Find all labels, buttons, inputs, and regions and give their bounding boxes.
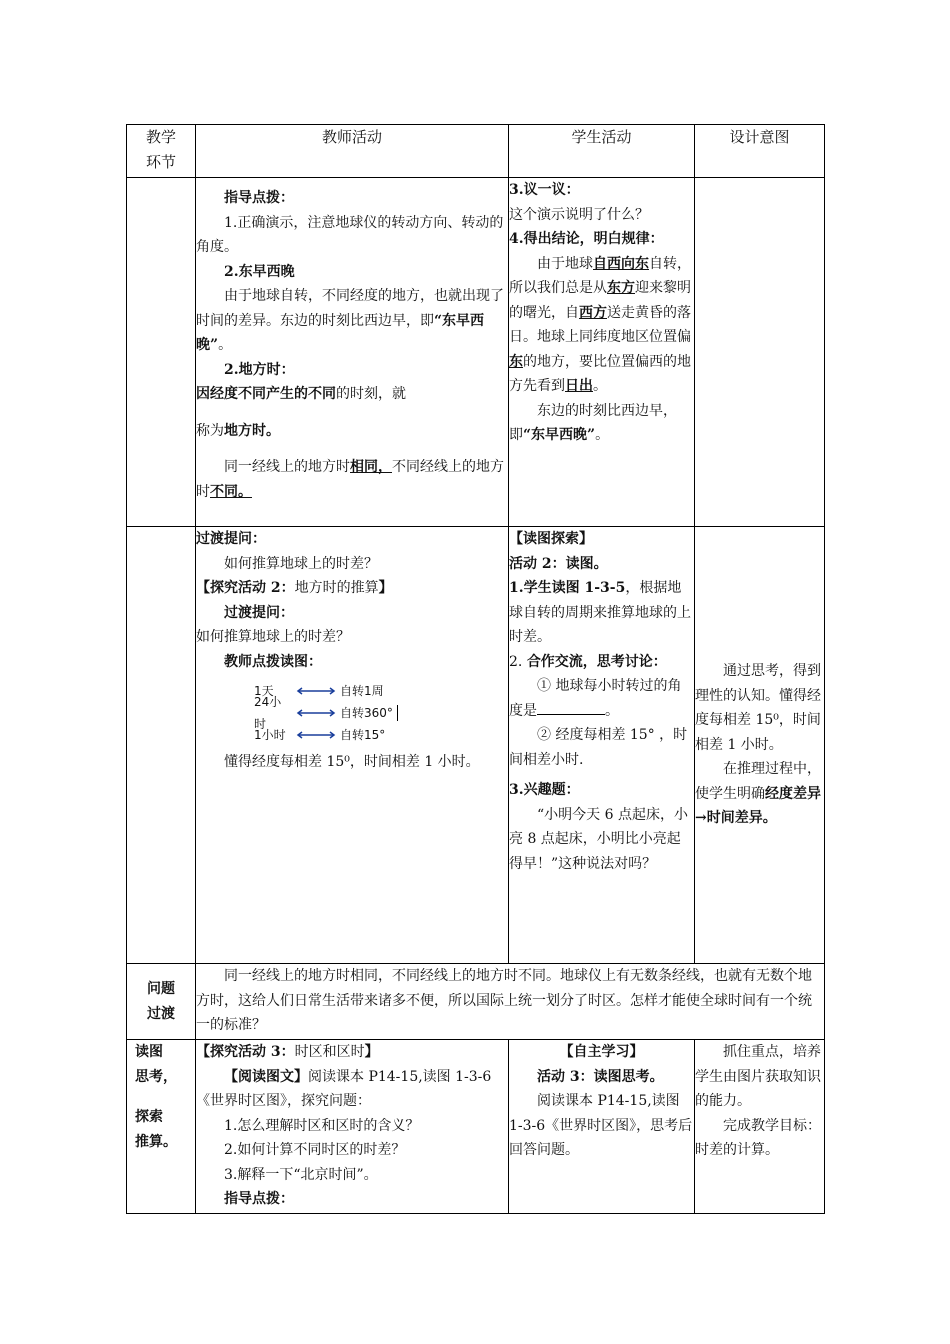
- transition-question: 如何推算地球上的时差？: [224, 555, 378, 572]
- conclusion-title: 4.得出结论，明白规律：: [509, 231, 664, 247]
- discuss-question: 这个演示说明了什么？: [509, 206, 649, 223]
- transition-question-2: 如何推算地球上的时差？: [196, 629, 350, 645]
- row1-design-cell: [695, 178, 825, 527]
- double-arrow-icon: [296, 686, 336, 696]
- local-time-def-2: 称为地方时。: [196, 422, 280, 439]
- interest-title: 3.兴趣题：: [509, 782, 580, 798]
- conclusion-text: 懂得经度每相差 15⁰，时间相差 1 小时。: [224, 754, 480, 770]
- activity-2-title: 【探究活动 2：地方时的推算】: [196, 580, 393, 596]
- guide-title: 指导点拨：: [224, 190, 294, 206]
- discuss-title: 3.议一议：: [509, 182, 580, 198]
- answer-blank[interactable]: [537, 700, 605, 715]
- row4-design-cell: [695, 1040, 825, 1214]
- header-student-activity: 学生活动: [509, 125, 695, 178]
- student-step-1: 1.学生读图 1-3-5，根据地球自转的周期来推算地球的上时差。: [509, 580, 691, 645]
- self-study-text: 阅读课本 P14-15,读图 1-3-6《世界时区图》，思考后回答问题。: [509, 1093, 693, 1158]
- header-row: [127, 125, 825, 178]
- diagram-row-24h: [254, 695, 508, 731]
- question-2: ② 经度每相差 15° ，时间相差小时.: [509, 727, 688, 768]
- local-time-title: 2.地方时：: [224, 361, 295, 378]
- diagram-left: 1小时: [254, 728, 286, 742]
- diagram-row-1h: [254, 724, 508, 746]
- row-local-time-calc: [127, 527, 825, 964]
- student-step-2: 2. 合作交流，思考讨论：: [509, 653, 667, 670]
- transition-title: 过渡提问：: [196, 531, 266, 547]
- row3-stage-label: 问题 过渡: [127, 964, 196, 1040]
- stage-label-1: 读图 思考，: [135, 1044, 177, 1085]
- design-text-2: 完成教学目标：时差的计算。: [695, 1117, 821, 1158]
- east-early-student: 东边的时刻比西边早，即“东早西晚”。: [509, 402, 677, 443]
- row1-student-cell: [509, 178, 695, 527]
- lesson-plan-table: [126, 124, 825, 1214]
- double-arrow-icon: [296, 730, 336, 740]
- east-early-text: 由于地球自转，不同经度的地方，也就出现了时间的差异。东边的时刻比西边早，即“东早西晚”。: [196, 288, 504, 353]
- activity-3-title: 【探究活动 3：时区和区时】: [196, 1044, 379, 1060]
- header-design-intent: 设计意图: [695, 125, 825, 178]
- row-time-zones: [127, 1040, 825, 1214]
- row-problem-transition: [127, 964, 825, 1040]
- local-time-def: 因经度不同产生的不同的时刻，就: [196, 386, 406, 402]
- row4-stage-label: [127, 1040, 196, 1214]
- activity-2-student: 活动 2：读图。: [509, 555, 608, 572]
- header-stage: 教学 环节: [127, 125, 196, 178]
- stage-label-2: 探索 推算。: [135, 1109, 177, 1150]
- guide-point-1: 1.正确演示，注意地球仪的转动方向、转动的角度。: [196, 214, 504, 255]
- rotation-diagram: [254, 680, 508, 746]
- diagram-right: 自转15°: [340, 728, 386, 742]
- read-text: 【阅读图文】阅读课本 P14-15,读图 1-3-6《世界时区图》，探究问题：: [196, 1068, 492, 1109]
- row1-teacher-cell: [196, 178, 509, 527]
- guide-read-title: 教师点拨读图：: [224, 653, 322, 670]
- question-1: ① 地球每小时转过的角度是 。: [509, 678, 682, 719]
- transition-paragraph: 同一经线上的地方时相同，不同经线上的地方时不同。地球仪上有无数条经线，也就有无数个地方时，这给人们日常生活带来诸多不便，所以国际上统一划分了时区。怎样才能使全球时间有一个统一的标准？: [196, 968, 812, 1033]
- row2-student-cell: [509, 527, 695, 964]
- self-study-title: 【自主学习】: [559, 1044, 644, 1060]
- question-3: 3.解释一下“北京时间”。: [224, 1166, 378, 1183]
- diagram-left: 24小时: [254, 695, 282, 731]
- row1-stage-cell: [127, 178, 196, 527]
- local-time-rule: 同一经线上的地方时相同，不同经线上的地方时不同。: [196, 459, 504, 500]
- east-early-title: 2.东早西晚: [224, 263, 295, 280]
- row3-text-cell: [196, 964, 825, 1040]
- diagram-left: 1天: [254, 684, 274, 698]
- header-teacher-activity: 教师活动: [196, 125, 509, 178]
- row2-stage-cell: [127, 527, 196, 964]
- row2-design-cell: [695, 527, 825, 964]
- conclusion-text: 由于地球自西向东自转，所以我们总是从东方迎来黎明的曙光，自西方送走黄昏的落日。地球上同纬度地区位置偏东的地方，要比位置偏西的地方先看到日出。: [509, 255, 691, 394]
- design-text-1: 抓住重点，培养学生由图片获取知识的能力。: [695, 1044, 821, 1109]
- activity-3-student: 活动 3：读图思考。: [537, 1068, 664, 1085]
- read-explore-title: 【读图探索】: [509, 531, 593, 547]
- design-text-1: 通过思考，得到理性的认知。懂得经度每相差 15⁰，时间相差 1 小时。: [695, 663, 821, 753]
- row-demonstration: [127, 178, 825, 527]
- row4-student-cell: [509, 1040, 695, 1214]
- text-cursor: [397, 705, 398, 721]
- interest-question: “小明今天 6 点起床，小亮 8 点起床，小明比小亮起得早！”这种说法对吗？: [509, 806, 688, 872]
- transition-title-2: 过渡提问：: [224, 604, 294, 621]
- diagram-right: 自转360°: [340, 706, 393, 720]
- row2-teacher-cell: [196, 527, 509, 964]
- double-arrow-icon: [296, 708, 336, 718]
- question-1: 1.怎么理解时区和区时的含义？: [224, 1117, 420, 1134]
- question-2: 2.如何计算不同时区的时差？: [224, 1142, 406, 1158]
- diagram-row-day: [254, 680, 508, 702]
- guide-title-2: 指导点拨：: [224, 1191, 294, 1207]
- row4-teacher-cell: [196, 1040, 509, 1214]
- design-text-2: 在推理过程中，使学生明确经度差异→时间差异。: [695, 761, 821, 827]
- diagram-right: 自转1周: [340, 684, 384, 698]
